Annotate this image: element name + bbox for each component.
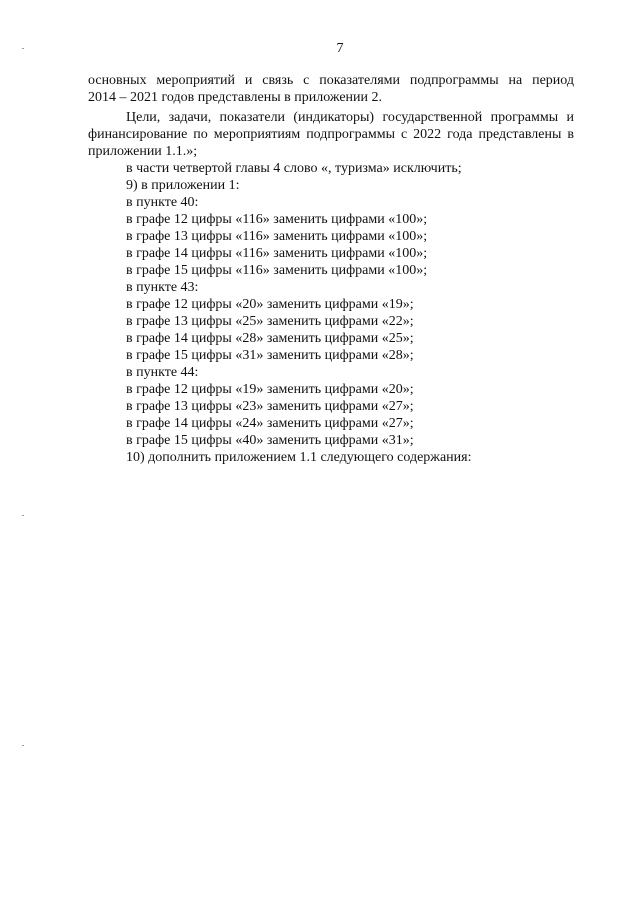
- text-line: в графе 12 цифры «116» заменить цифрами «100»;: [126, 212, 428, 227]
- text-line: в графе 15 цифры «116» заменить цифрами «100»;: [126, 263, 428, 278]
- text-line: в графе 14 цифры «116» заменить цифрами «100»;: [126, 246, 428, 261]
- text-line: в пункте 40:: [126, 195, 199, 210]
- scan-mark: [22, 745, 24, 746]
- text-line: в графе 12 цифры «20» заменить цифрами «19»;: [126, 297, 414, 312]
- text-line: в пункте 43:: [126, 280, 199, 295]
- text-line: 9) в приложении 1:: [126, 178, 240, 193]
- text-line: финансирование по мероприятиям подпрограммы с 2022 года представлены в: [88, 127, 574, 142]
- document-body: [88, 72, 574, 466]
- text-line: приложении 1.1.»;: [88, 144, 198, 159]
- text-line: Цели, задачи, показатели (индикаторы) государственной программы и: [126, 110, 574, 125]
- text-line: в графе 13 цифры «116» заменить цифрами «100»;: [126, 229, 428, 244]
- scan-mark: [22, 515, 24, 516]
- text-line: в графе 14 цифры «28» заменить цифрами «25»;: [126, 331, 414, 346]
- text-line: в графе 12 цифры «19» заменить цифрами «20»;: [126, 382, 414, 397]
- text-line: 10) дополнить приложением 1.1 следующего содержания:: [126, 450, 472, 465]
- text-line: основных мероприятий и связь с показателями подпрограммы на период: [88, 73, 574, 88]
- text-line: в графе 14 цифры «24» заменить цифрами «27»;: [126, 416, 414, 431]
- scan-mark: [22, 48, 24, 49]
- text-line: 2014 – 2021 годов представлены в приложении 2.: [88, 90, 383, 105]
- text-line: в графе 13 цифры «23» заменить цифрами «27»;: [126, 399, 414, 414]
- text-line: в пункте 44:: [126, 365, 199, 380]
- text-line: в графе 15 цифры «40» заменить цифрами «31»;: [126, 433, 414, 448]
- page-number: 7: [336, 41, 344, 56]
- text-line: в части четвертой главы 4 слово «, туризма» исключить;: [126, 161, 462, 176]
- text-line: в графе 15 цифры «31» заменить цифрами «28»;: [126, 348, 414, 363]
- text-line: в графе 13 цифры «25» заменить цифрами «22»;: [126, 314, 414, 329]
